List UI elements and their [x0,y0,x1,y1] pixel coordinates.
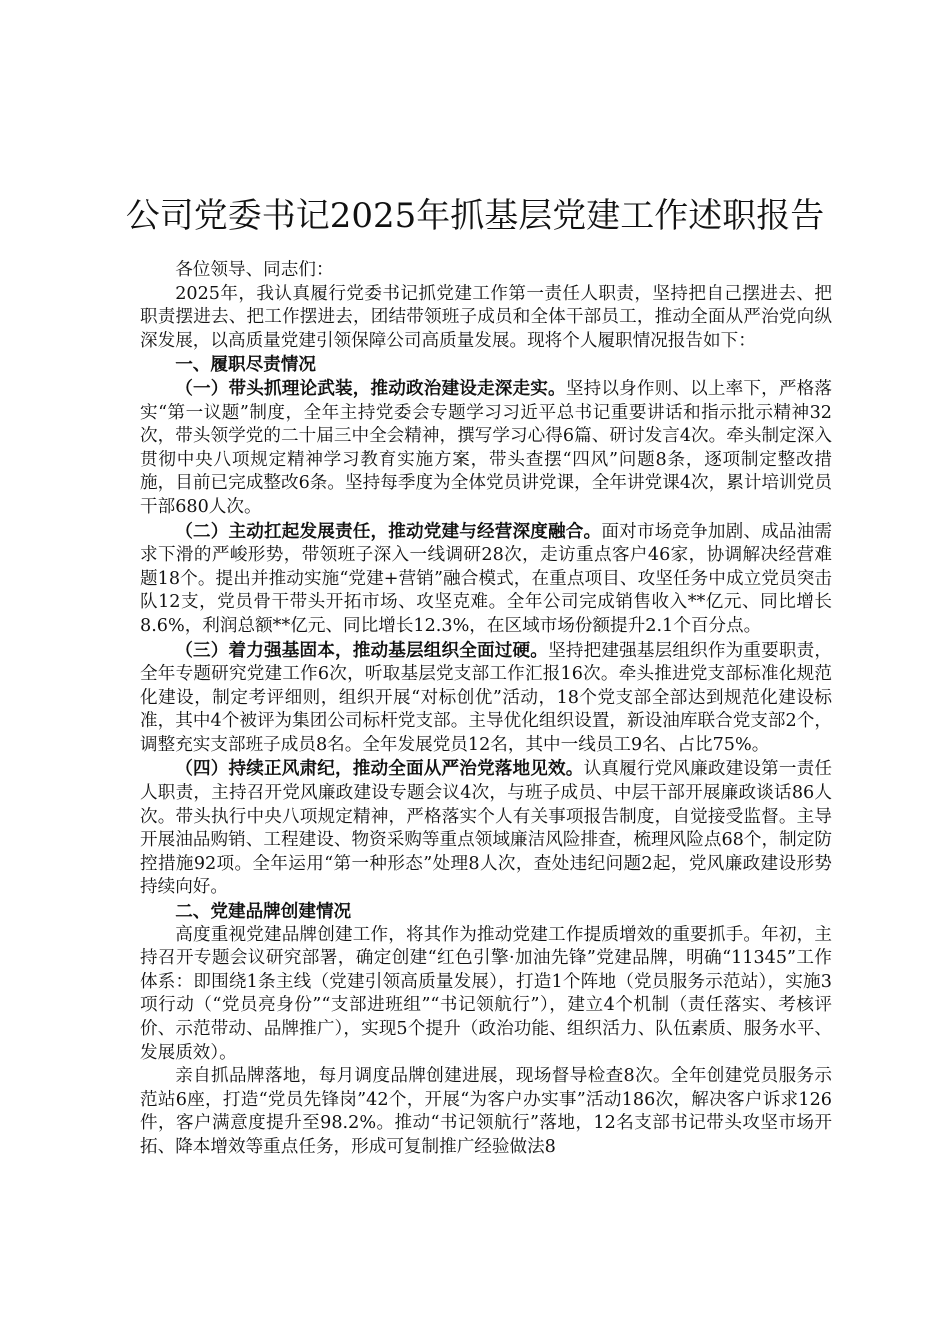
paragraph-lead: （三）着力强基固本，推动基层组织全面过硬。 [175,639,549,661]
paragraph-text: 认真履行党风廉政建设第一责任人职责，主持召开党风廉政建设专题会议4次，与班子成员、中层干部开展廉政谈话86人次。带头执行中央八项规定精神，严格落实个人有关事项报告制度，自觉接受监督。主导开展油品购销、工程建设、物资采购等重点领域廉洁风险排查，梳理风险点68个，制定防控措施92项。全年运用“第一种形态”处理8人次，查处违纪问题2起，党风廉政建设形势持续向好。 [140,759,832,898]
document-title: 公司党委书记2025年抓基层党建工作述职报告 [125,195,825,236]
intro-paragraph: 2025年，我认真履行党委书记抓党建工作第一责任人职责，坚持把自己摆进去、把职责摆进去、把工作摆进去，团结带领班子成员和全体干部员工，推动全面从严治党向纵深发展，以高质量党建引领保障公司高质量发展。现将个人履职情况报告如下： [140,283,832,351]
document-body [140,259,832,1160]
section-heading-1: 一、履职尽责情况 [175,354,316,376]
greeting: 各位领导、同志们： [175,260,334,280]
section2-paragraph-1: 高度重视党建品牌创建工作，将其作为推动党建工作提质增效的重要抓手。年初，主持召开专题会议研究部署，确定创建“红色引擎·加油先锋”党建品牌，明确“11345”工作体系：即围绕1条主线（党建引领高质量发展），打造1个阵地（党员服务示范站），实施3项行动（“党员亮身份”“支部进班组”“书记领航行”），建立4个机制（责任落实、考核评价、示范带动、品牌推广），实现5个提升（政治功能、组织活力、队伍素质、服务水平、发展质效）。 [140,924,832,1063]
paragraph-text: 面对市场竞争加剧、成品油需求下滑的严峻形势，带领班子深入一线调研28次，走访重点客户46家，协调解决经营难题18个。提出并推动实施“党建+营销”融合模式，在重点项目、攻坚任务中成立党员突击队12支，党员骨干带头开拓市场、攻坚克难。全年公司完成销售收入**亿元、同比增长8.6%，利润总额**亿元、同比增长12.3%，在区域市场份额提升2.1个百分点。 [140,521,832,636]
section2-paragraph-2: 亲自抓品牌落地，每月调度品牌创建进展，现场督导检查8次。全年创建党员服务示范站6座，打造“党员先锋岗”42个，开展“为客户办实事”活动186次，解决客户诉求126件，客户满意度提升至98.2%。推动“书记领航行”落地，12名支部书记带头攻坚市场开拓、降本增效等重点任务，形成可复制推广经验做法8 [140,1066,832,1157]
paragraph-text: 坚持以身作则、以上率下，严格落实“第一议题”制度，全年主持党委会专题学习习近平总书记重要讲话和指示批示精神32次，带头领学党的二十届三中全会精神，撰写学习心得6篇、研讨发言4次。牵头制定深入贯彻中央八项规定精神学习教育实施方案，带头查摆“四风”问题8条，逐项制定整改措施，目前已完成整改6条。坚持每季度为全体党员讲党课，全年讲党课4次，累计培训党员干部680人次。 [140,378,832,517]
paragraph-lead: （四）持续正风肃纪，推动全面从严治党落地见效。 [175,758,584,780]
paragraph-lead: （二）主动扛起发展责任，推动党建与经营深度融合。 [175,520,602,542]
paragraph-lead: （一）带头抓理论武装，推动政治建设走深走实。 [175,377,566,399]
section1-paragraph-2 [140,520,832,639]
section1-paragraph-1 [140,377,832,520]
section-heading-2: 二、党建品牌创建情况 [175,901,352,923]
paragraph-text: 坚持把建强基层组织作为重要职责，全年专题研究党建工作6次，听取基层党支部工作汇报16次。牵头推进党支部标准化规范化建设，制定考评细则，组织开展“对标创优”活动，18个党支部全部达到规范化建设标准，其中4个被评为集团公司标杆党支部。主导优化组织设置，新设油库联合党支部2个，调整充实支部班子成员8名。全年发展党员12名，其中一线员工9名、占比75%。 [140,640,832,755]
section1-paragraph-3 [140,639,832,758]
section1-paragraph-4 [140,757,832,900]
